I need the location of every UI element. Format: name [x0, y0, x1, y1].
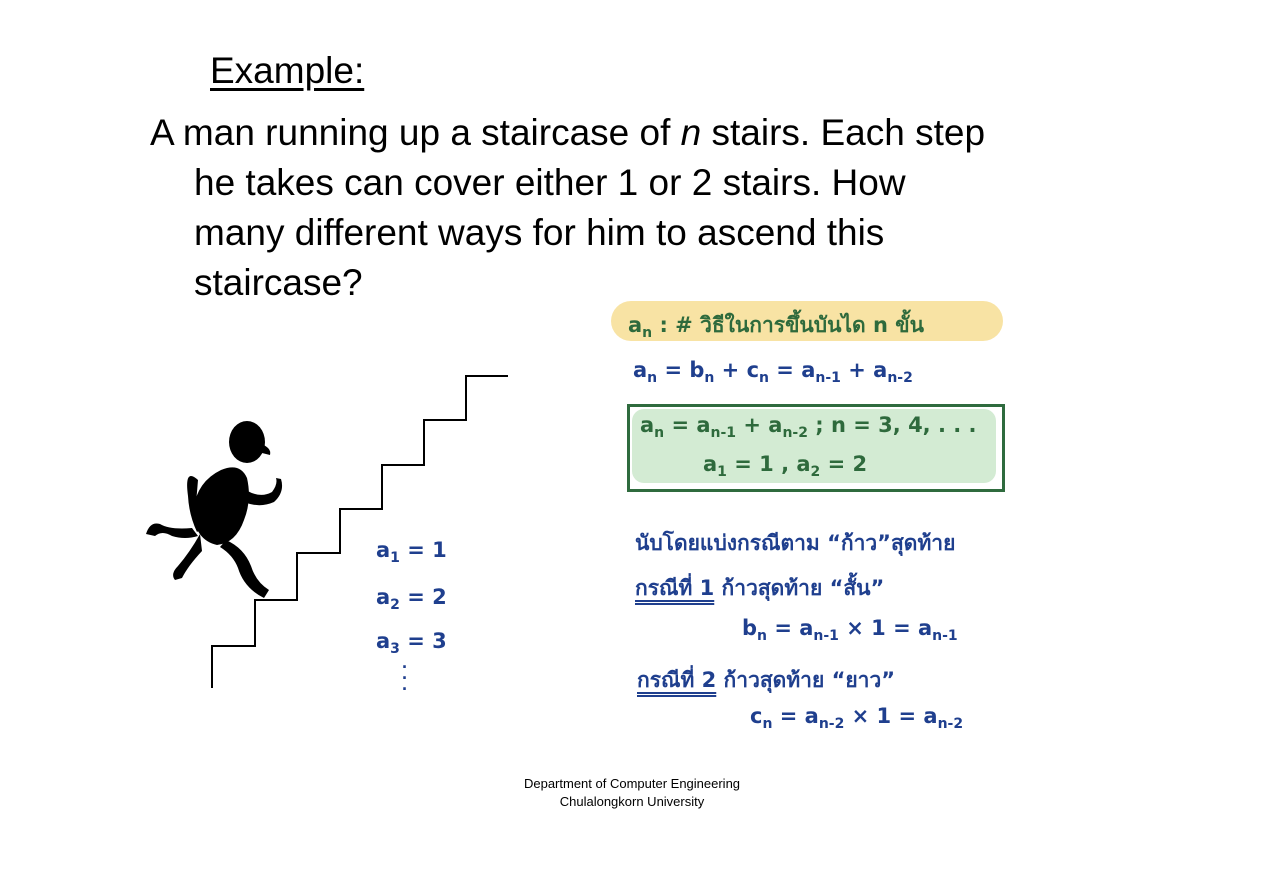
staircase-drawing [212, 376, 508, 688]
recurrence-equation: $a_n = a_{n-1} + a_{n-2}$ ; n = 3, 4, . . . [640, 413, 977, 441]
case-1-description: ก้าวสุดท้าย “สั้น” [714, 576, 885, 600]
initial-value-a3: $a_3 = 3$ [376, 629, 447, 657]
case-1-label: กรณีที่ 1 [635, 576, 715, 600]
problem-line-4: staircase? [194, 262, 363, 303]
case-2-row [637, 664, 895, 697]
definition-text: $a_n$ : # วิธีในการขึ้นบันได n ขั้น [628, 313, 924, 341]
case-1-row [635, 572, 884, 605]
problem-line-3: many different ways for him to ascend this [194, 212, 885, 253]
case-1-equation: $b_n = a_{n-1} \times 1 = a_{n-1}$ [742, 616, 958, 644]
initial-value-a2: $a_2 = 2$ [376, 585, 447, 613]
slide-title: Example: [210, 50, 365, 91]
footer-university: Chulalongkorn University [559, 794, 705, 809]
relation-equation: $a_n = b_n + c_n = a_{n-1} + a_{n-2}$ [633, 358, 913, 386]
initial-value-a1: $a_1 = 1$ [376, 538, 447, 566]
method-heading: นับโดยแบ่งกรณีตาม “ก้าว”สุดท้าย [635, 531, 956, 555]
case-2-equation: $c_n = a_{n-2} \times 1 = a_{n-2}$ [750, 704, 964, 732]
problem-line-1: A man running up a staircase of n stairs. Each step [150, 112, 986, 153]
case-2-label: กรณีที่ 2 [637, 668, 717, 692]
initial-conditions: $a_1 = 1$ , $a_2 = 2$ [703, 452, 868, 480]
case-2-description: ก้าวสุดท้าย “ยาว” [716, 668, 896, 692]
running-man-icon [146, 421, 282, 598]
footer-department: Department of Computer Engineering [523, 776, 741, 791]
problem-line-2: he takes can cover either 1 or 2 stairs. How [194, 162, 906, 203]
continuation-dots: · · · [402, 657, 408, 699]
